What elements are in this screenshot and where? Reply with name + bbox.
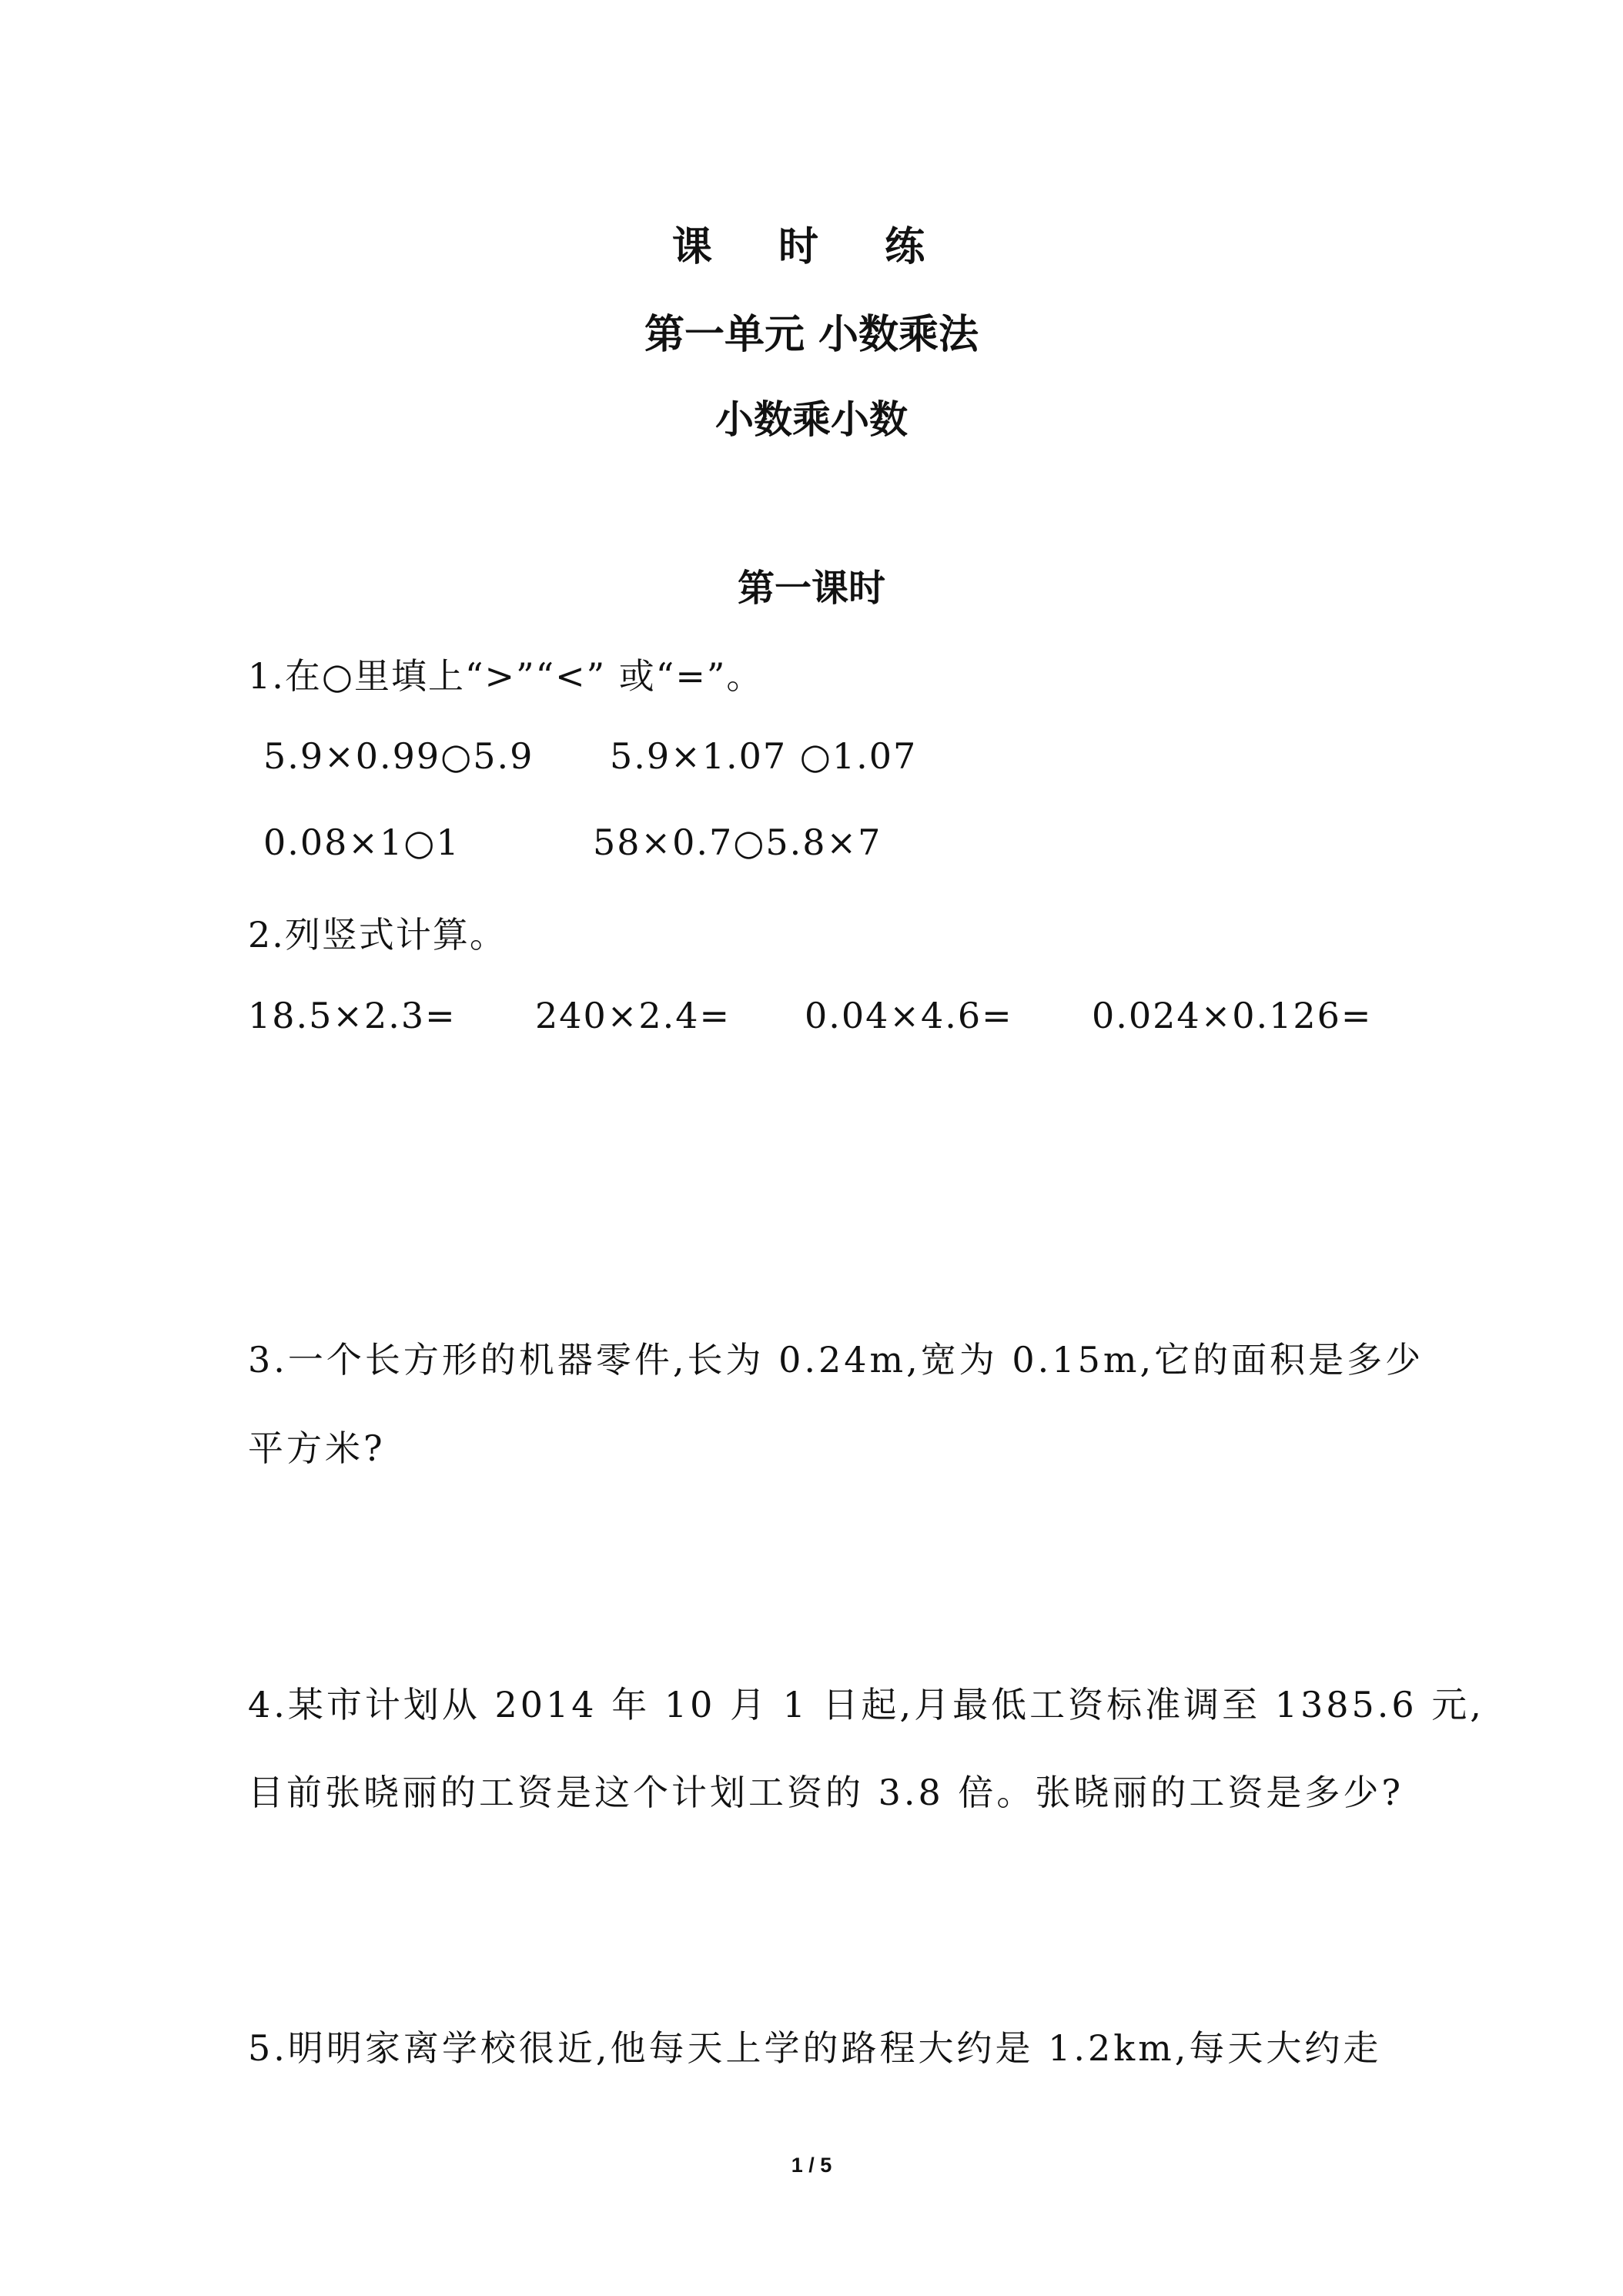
question-1-prompt: 1.在○里填上“>”“<” 或“=”。: [248, 655, 764, 697]
question-2-item: 0.04×4.6=: [805, 995, 1013, 1036]
question-1-item: 58×0.7○5.8×7: [593, 822, 882, 863]
page-number: 1 / 5: [791, 2154, 832, 2177]
document-title: 课 时 练: [671, 224, 952, 270]
question-2-item: 0.024×0.126=: [1092, 995, 1373, 1036]
question-2-item: 18.5×2.3=: [248, 995, 457, 1036]
question-3-line-2: 平方米?: [248, 1427, 386, 1469]
question-2-prompt: 2.列竖式计算。: [248, 914, 507, 956]
unit-title: 第一单元 小数乘法: [644, 312, 979, 358]
question-2-item: 240×2.4=: [535, 995, 731, 1036]
lesson-title: 第一课时: [737, 567, 885, 610]
section-title: 小数乘小数: [715, 397, 908, 442]
question-1-item: 5.9×1.07 ○1.07: [610, 735, 918, 777]
question-4-line-1: 4.某市计划从 2014 年 10 月 1 日起,月最低工资标准调至 1385.6 元,: [248, 1684, 1484, 1725]
question-1-item: 0.08×1○1: [263, 822, 460, 863]
question-5-line-1: 5.明明家离学校很近,他每天上学的路程大约是 1.2km,每天大约走: [248, 2027, 1382, 2069]
question-1-item: 5.9×0.99○5.9: [263, 735, 534, 777]
question-3-line-1: 3.一个长方形的机器零件,长为 0.24m,宽为 0.15m,它的面积是多少: [248, 1339, 1424, 1381]
question-4-line-2: 目前张晓丽的工资是这个计划工资的 3.8 倍。张晓丽的工资是多少?: [248, 1772, 1404, 1813]
